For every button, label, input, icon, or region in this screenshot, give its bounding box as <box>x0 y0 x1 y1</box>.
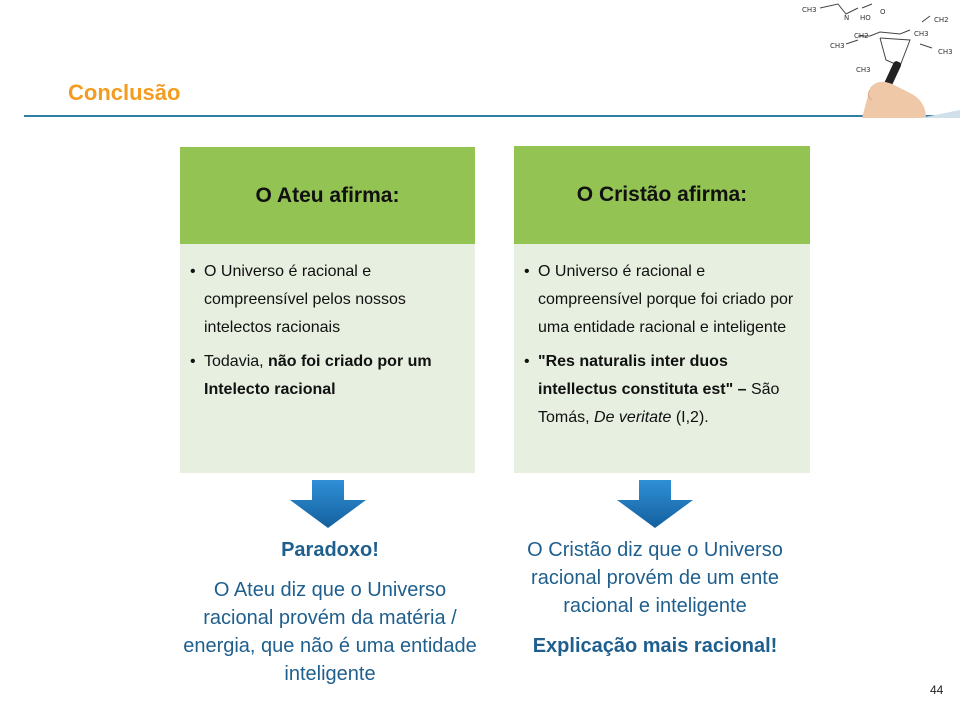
logo-label: CH2 <box>854 32 869 40</box>
citation-ref: (I,2). <box>671 409 709 426</box>
citation-work: De veritate <box>594 409 672 426</box>
bullet-glyph: • <box>190 263 196 280</box>
list-item <box>190 348 463 404</box>
down-arrow-icon <box>290 480 366 528</box>
bullet-glyph: • <box>524 263 530 280</box>
right-conclusion-text: O Cristão diz que o Universo racional provém de um ente racional e inteligente <box>527 539 783 617</box>
logo-label: CH3 <box>914 30 929 38</box>
down-arrow-icon <box>617 480 693 528</box>
logo-label: HO <box>860 14 871 22</box>
bullet-glyph: • <box>190 353 196 370</box>
left-column-body <box>180 244 475 473</box>
chemistry-hand-illustration <box>800 0 960 118</box>
right-conclusion <box>500 536 810 660</box>
list-item <box>524 258 798 342</box>
right-column-body <box>514 244 810 473</box>
logo-label: CH3 <box>802 6 817 14</box>
left-conclusion-text: O Ateu diz que o Universo racional provém da matéria / energia, que não é uma entidade inteligente <box>183 579 477 685</box>
bullet-text: O Universo é racional e compreensível porque foi criado por uma entidade racional e inteligente <box>538 263 794 336</box>
left-conclusion <box>180 536 480 688</box>
conclusion-emphasis: Explicação mais racional! <box>532 635 778 657</box>
bullet-text-bold: não foi criado por um Intelecto racional <box>204 353 432 398</box>
logo-label: CH3 <box>830 42 845 50</box>
logo-label: CH3 <box>938 48 953 56</box>
slide-title: Conclusão <box>68 80 181 105</box>
latin-quote: "Res naturalis inter duos intellectus constituta est" <box>538 353 734 398</box>
logo-label: CH3 <box>856 66 871 74</box>
bullet-text <box>538 348 798 432</box>
bullet-text-lead: Todavia, <box>204 353 269 370</box>
logo-label: O <box>880 8 886 16</box>
right-column-header: O Cristão afirma: <box>514 146 810 244</box>
logo-label: CH2 <box>934 16 949 24</box>
bullet-glyph: • <box>524 353 530 370</box>
list-item <box>190 258 463 342</box>
list-item <box>524 348 798 432</box>
bullet-text: O Universo é racional e compreensível pelos nossos intelectos racionais <box>204 263 406 336</box>
bullet-text <box>204 348 463 404</box>
dash: – <box>733 381 751 398</box>
logo-label: N <box>844 14 850 22</box>
paradox-heading: Paradoxo! <box>281 539 379 561</box>
page-number: 44 <box>930 683 944 697</box>
citation-author: São Tomás, <box>538 381 780 426</box>
left-column-header: O Ateu afirma: <box>180 147 475 244</box>
